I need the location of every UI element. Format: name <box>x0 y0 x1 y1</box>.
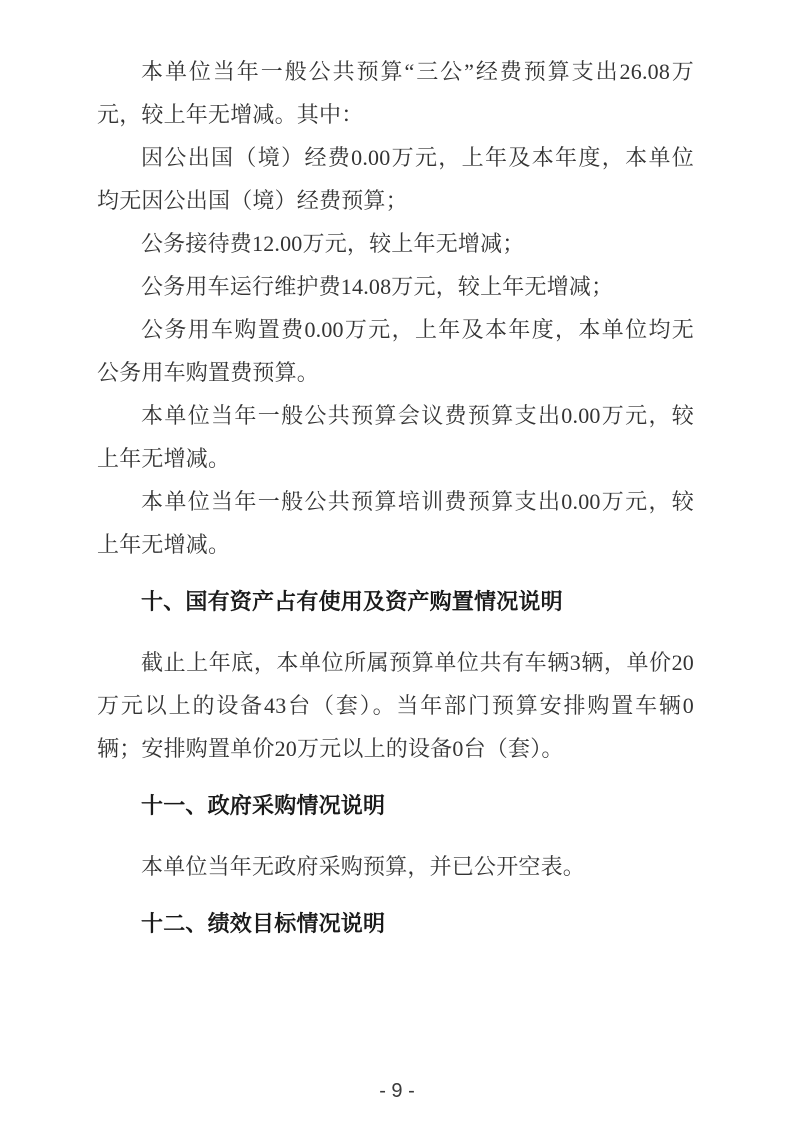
text-line: 公务用车购置费预算。 <box>97 360 320 385</box>
paragraph <box>97 50 694 136</box>
paragraph <box>97 265 694 308</box>
text-line: 上年无增减。 <box>97 446 231 471</box>
page-number: - 9 - <box>379 1080 415 1102</box>
paragraph <box>97 394 694 480</box>
text-line: 本单位当年一般公共预算“三公”经费预算支出26.08万 <box>141 59 694 84</box>
paragraph <box>97 480 694 566</box>
text-line: 本单位当年无政府采购预算，并已公开空表。 <box>141 854 586 879</box>
text-line: 万元以上的设备43台（套）。当年部门预算安排购置车辆0 <box>97 693 694 718</box>
text-line: 元，较上年无增减。其中： <box>97 102 364 127</box>
text-line: 上年无增减。 <box>97 532 231 557</box>
text-line: 本单位当年一般公共预算会议费预算支出0.00万元，较 <box>141 403 694 428</box>
paragraph <box>97 641 694 770</box>
section-heading <box>97 580 694 623</box>
section-heading <box>97 784 694 827</box>
text-line: 公务接待费12.00万元，较上年无增减； <box>141 231 525 256</box>
text-line: 公务用车购置费0.00万元，上年及本年度，本单位均无 <box>141 317 694 342</box>
paragraph <box>97 222 694 265</box>
text-line: 均无因公出国（境）经费预算； <box>97 188 408 213</box>
text-line: 本单位当年一般公共预算培训费预算支出0.00万元，较 <box>141 489 694 514</box>
heading-text-line: 十、国有资产占有使用及资产购置情况说明 <box>141 589 563 614</box>
text-line: 因公出国（境）经费0.00万元，上年及本年度，本单位 <box>141 145 694 170</box>
text-line: 截止上年底，本单位所属预算单位共有车辆3辆，单价20 <box>141 650 694 675</box>
text-line: 公务用车运行维护费14.08万元，较上年无增减； <box>141 274 614 299</box>
paragraph <box>97 845 694 888</box>
text-line: 辆；安排购置单价20万元以上的设备0台（套）。 <box>97 736 564 761</box>
paragraph <box>97 308 694 394</box>
paragraph <box>97 136 694 222</box>
section-heading <box>97 902 694 945</box>
heading-text-line: 十二、绩效目标情况说明 <box>141 911 386 936</box>
heading-text-line: 十一、政府采购情况说明 <box>141 793 386 818</box>
